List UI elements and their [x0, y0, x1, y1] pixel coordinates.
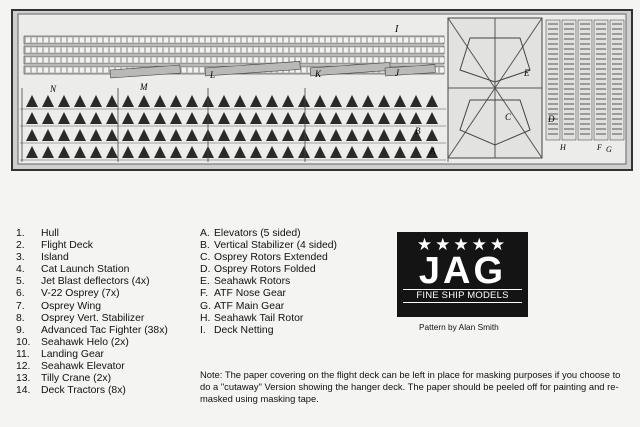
- list-item: [200, 301, 337, 313]
- list-item: [16, 301, 168, 313]
- item-marker: H.: [200, 312, 211, 324]
- list-item: [16, 373, 168, 385]
- sheet-label-B: B: [415, 126, 421, 136]
- masking-note: Note: The paper covering on the flight deck can be left in place for masking purposes if you choose to do a "cutaway" Version showing the hanger deck. The paper should be peeled off for painting and re-masked using masking tape.: [200, 369, 621, 404]
- item-label: Seahawk Tail Rotor: [214, 312, 304, 324]
- item-marker: A.: [200, 228, 210, 239]
- sheet-label-E: E: [524, 68, 530, 78]
- item-label: Cat Launch Station: [41, 264, 130, 276]
- deck-netting-band: [24, 36, 444, 78]
- sheet-label-G: G: [606, 145, 612, 154]
- logo-stars: ★★★★★: [416, 235, 509, 254]
- list-item: [200, 288, 337, 300]
- pattern-credit: Pattern by Alan Smith: [419, 322, 499, 332]
- sheet-label-K: K: [315, 69, 322, 79]
- item-marker: 14.: [16, 385, 31, 397]
- sheet-label-J: J: [395, 68, 399, 78]
- item-label: Deck Netting: [214, 324, 274, 336]
- list-item: [16, 325, 168, 337]
- item-label: Osprey Rotors Folded: [214, 264, 316, 276]
- item-marker: C.: [200, 252, 211, 264]
- sheet-label-D: D: [548, 114, 555, 124]
- numbered-parts-list: [16, 228, 168, 397]
- item-label: Seahawk Helo (2x): [41, 336, 129, 348]
- item-label: ATF Nose Gear: [214, 288, 286, 300]
- list-item: [16, 288, 168, 300]
- item-marker: 4.: [16, 264, 25, 276]
- list-item: [16, 313, 168, 325]
- item-marker: 1.: [16, 228, 25, 239]
- item-label: Seahawk Rotors: [214, 276, 291, 288]
- list-item: [200, 252, 337, 264]
- list-item: [200, 276, 337, 288]
- item-label: Flight Deck: [41, 240, 93, 252]
- list-item: [16, 240, 168, 252]
- list-item: [16, 252, 168, 264]
- item-label: Deck Tractors (8x): [41, 385, 126, 397]
- gear-racks: [546, 20, 624, 140]
- item-label: V-22 Osprey (7x): [41, 288, 120, 300]
- item-label: Tilly Crane (2x): [41, 373, 112, 385]
- list-item: [200, 228, 337, 240]
- item-marker: 8.: [16, 312, 25, 324]
- list-item: [200, 313, 337, 325]
- item-marker: B.: [200, 240, 210, 252]
- list-item: [16, 385, 168, 397]
- list-item: [16, 337, 168, 349]
- item-label: Vertical Stabilizer (4 sided): [214, 240, 338, 252]
- elevator-panel: [448, 18, 542, 158]
- sheet-label-F: F: [597, 143, 602, 152]
- sheet-label-I: I: [395, 24, 399, 35]
- sheet-label-A: A: [430, 146, 436, 156]
- item-label: Osprey Vert. Stabilizer: [41, 312, 145, 324]
- item-marker: 9.: [16, 324, 25, 336]
- sheet-label-L: L: [210, 70, 216, 80]
- item-marker: 2.: [16, 240, 25, 252]
- item-marker: 11.: [16, 348, 30, 360]
- item-label: Elevators (5 sided): [214, 228, 301, 239]
- item-marker: 7.: [16, 300, 25, 312]
- item-label: Seahawk Elevator: [41, 361, 125, 373]
- photo-etch-fret: [0, 0, 640, 180]
- list-item: [16, 276, 168, 288]
- item-marker: E.: [200, 276, 210, 288]
- list-item: [16, 349, 168, 361]
- item-marker: 6.: [16, 288, 25, 300]
- list-item: [200, 325, 337, 337]
- sheet-label-C: C: [505, 112, 512, 122]
- item-marker: D.: [200, 264, 211, 276]
- item-marker: 5.: [16, 276, 25, 288]
- list-item: [16, 228, 168, 240]
- item-marker: 12.: [16, 361, 31, 373]
- jag-logo: [397, 232, 528, 317]
- item-label: Hull: [41, 228, 59, 239]
- list-item: [16, 264, 168, 276]
- sheet-label-N: N: [50, 84, 57, 94]
- list-item: [200, 264, 337, 276]
- logo-tagline: FINE SHIP MODELS: [403, 289, 522, 303]
- list-item: [200, 240, 337, 252]
- sheet-label-M: M: [140, 82, 148, 92]
- list-item: [16, 361, 168, 373]
- item-label: ATF Main Gear: [214, 300, 285, 312]
- logo-brand: JAG: [418, 250, 507, 292]
- item-marker: G.: [200, 300, 211, 312]
- item-label: Landing Gear: [41, 348, 104, 360]
- item-marker: 3.: [16, 252, 25, 264]
- sheet-label-H: H: [560, 143, 566, 152]
- item-label: Osprey Wing: [41, 300, 102, 312]
- item-label: Jet Blast deflectors (4x): [41, 276, 150, 288]
- item-label: Island: [41, 252, 69, 264]
- item-marker: F.: [200, 288, 209, 300]
- lettered-parts-list: [200, 228, 337, 337]
- item-marker: 10.: [16, 336, 31, 348]
- item-label: Advanced Tac Fighter (38x): [41, 324, 168, 336]
- item-label: Osprey Rotors Extended: [214, 252, 328, 264]
- item-marker: 13.: [16, 373, 31, 385]
- item-marker: I.: [200, 324, 206, 336]
